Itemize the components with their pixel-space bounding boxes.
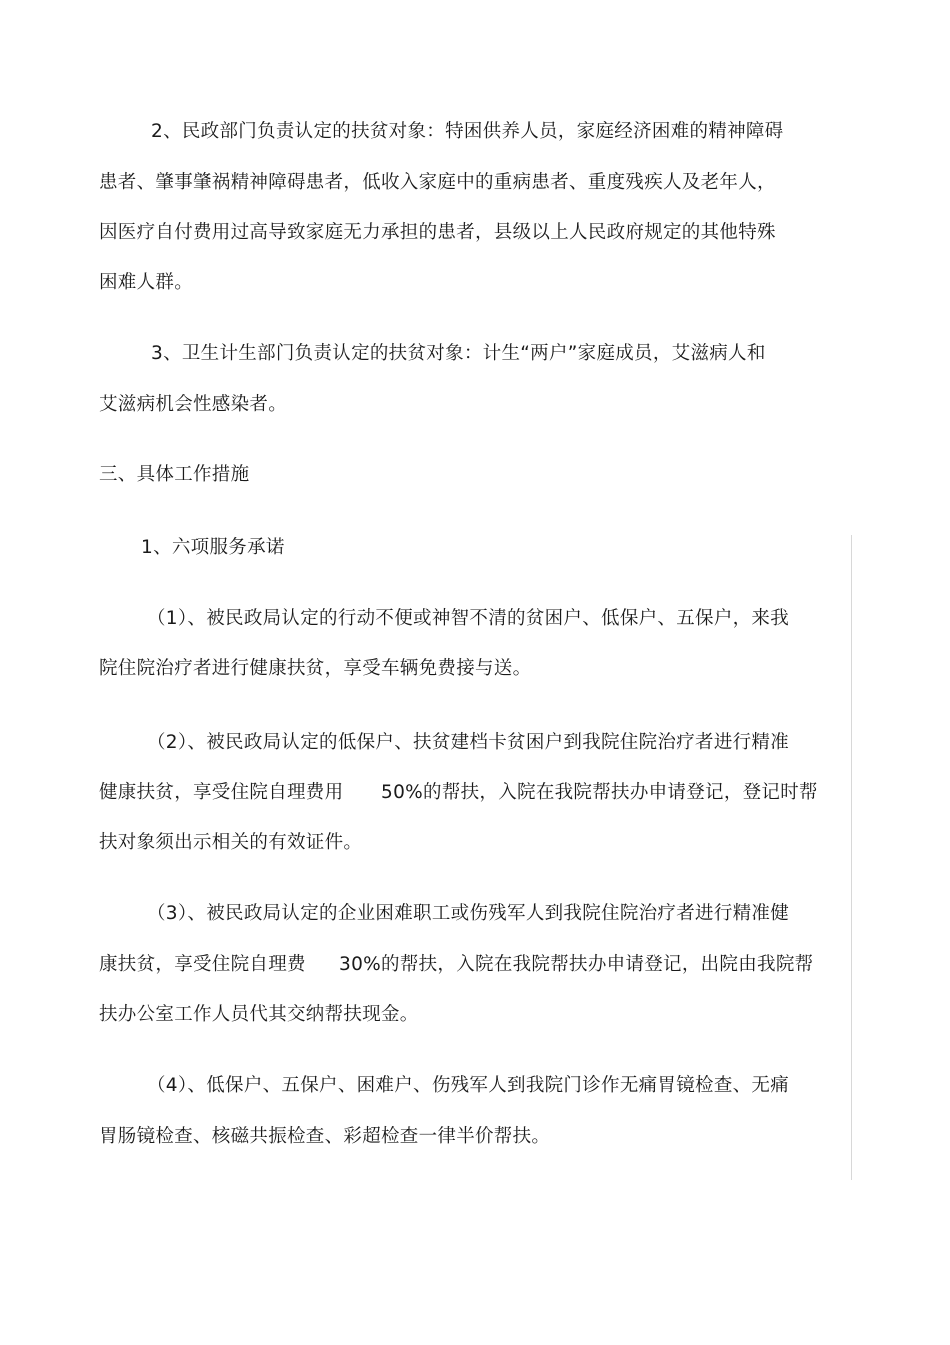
right-margin-rule xyxy=(851,535,852,1180)
item-1-line-2: 院住院治疗者进行健康扶贫，享受车辆免费接与送。 xyxy=(99,658,532,679)
item-3-line-3: 扶办公室工作人员代其交纳帮扶现金。 xyxy=(99,1004,419,1025)
item-4-line-2: 胃肠镜检查、核磁共振检查、彩超检查一律半价帮扶。 xyxy=(99,1126,551,1147)
item-2-line-3: 扶对象须出示相关的有效证件。 xyxy=(99,832,363,853)
subheading-six-commitments: 1、六项服务承诺 xyxy=(141,537,285,558)
paragraph-2-line-4: 困难人群。 xyxy=(99,272,194,293)
item-2-line-2a: 健康扶贫，享受住院自理费用 xyxy=(99,782,344,803)
paragraph-3-line-2: 艾滋病机会性感染者。 xyxy=(99,394,288,415)
item-3-line-1: （3）、被民政局认定的企业困难职工或伤残军人到我院住院治疗者进行精准健 xyxy=(147,903,790,924)
paragraph-2-line-1: 2、民政部门负责认定的扶贫对象：特困供养人员，家庭经济困难的精神障碍 xyxy=(151,121,784,142)
paragraph-3-line-1: 3、卫生计生部门负责认定的扶贫对象：计生“两户”家庭成员，艾滋病人和 xyxy=(151,343,766,364)
paragraph-2-line-3: 因医疗自付费用过高导致家庭无力承担的患者，县级以上人民政府规定的其他特殊 xyxy=(99,222,776,243)
paragraph-2-line-2: 患者、肇事肇祸精神障碍患者，低收入家庭中的重病患者、重度残疾人及老年人， xyxy=(99,172,776,193)
item-4-line-1: （4）、低保户、五保户、困难户、伤残军人到我院门诊作无痛胃镜检查、无痛 xyxy=(147,1075,790,1096)
item-2-line-1: （2）、被民政局认定的低保户、扶贫建档卡贫困户到我院住院治疗者进行精准 xyxy=(147,732,790,753)
item-1-line-1: （1）、被民政局认定的行动不便或神智不清的贫困户、低保户、五保户，来我 xyxy=(147,608,790,629)
item-3-line-2b: 30%的帮扶，入院在我院帮扶办申请登记，出院由我院帮 xyxy=(339,954,814,975)
item-2-line-2b: 50%的帮扶，入院在我院帮扶办申请登记，登记时帮 xyxy=(381,782,818,803)
section-heading: 三、具体工作措施 xyxy=(99,464,250,485)
item-3-line-2a: 康扶贫，享受住院自理费 xyxy=(99,954,306,975)
